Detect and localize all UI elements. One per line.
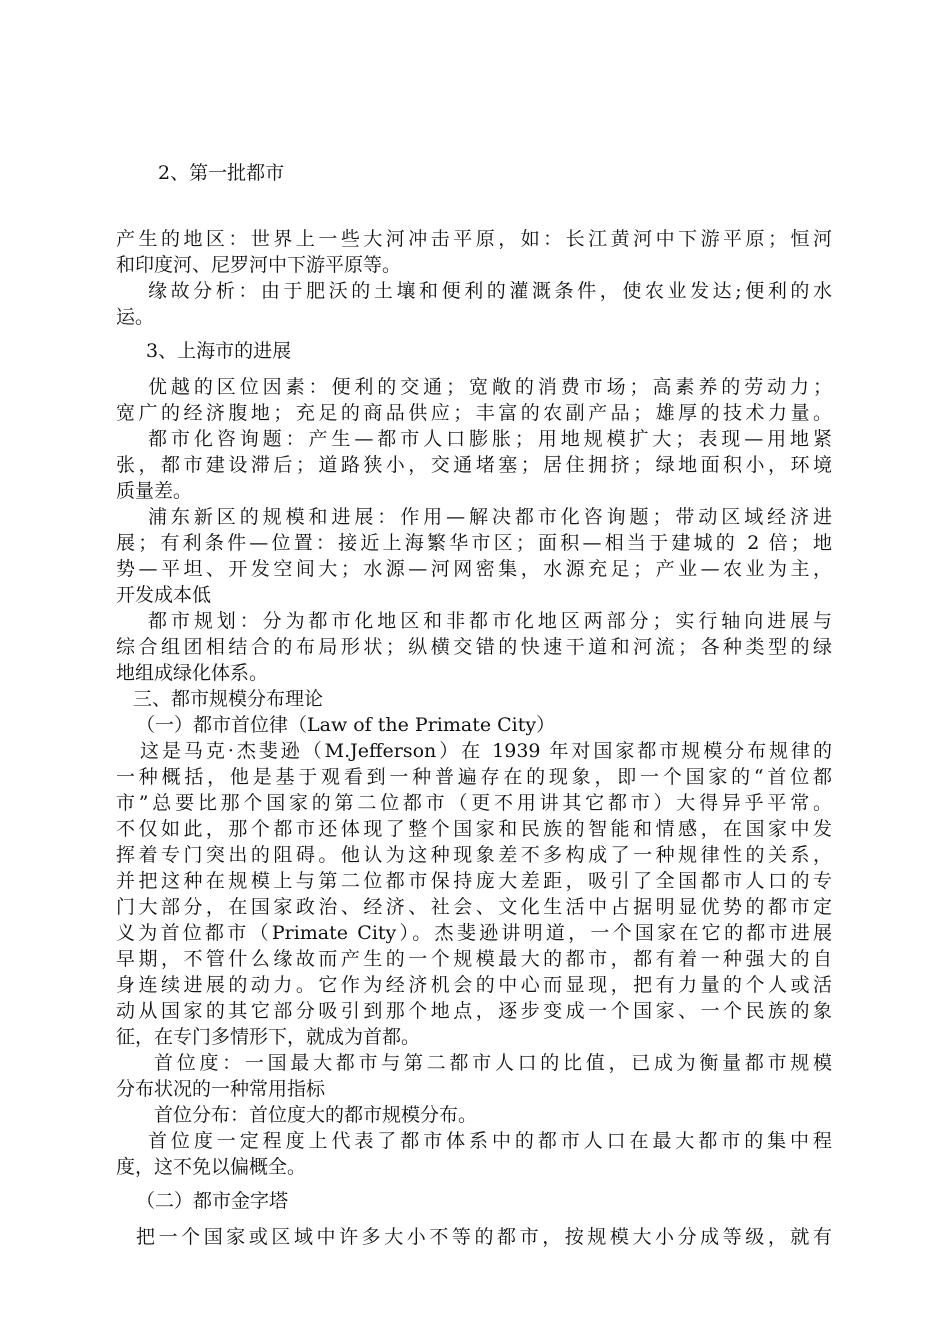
paragraph-line: 分布状况的一种常用指标 bbox=[116, 1078, 326, 1100]
paragraph-line: 这是马克·杰斐逊（M.Jefferson）在 1939 年对国家都市规模分布规律的 bbox=[140, 740, 832, 762]
paragraph-line: 不仅如此，那个都市还体现了整个国家和民族的智能和情感，在国家中发 bbox=[116, 818, 832, 840]
paragraph-line: 运。 bbox=[116, 306, 155, 328]
subsection-heading-city-pyramid: （二）都市金字塔 bbox=[136, 1190, 289, 1212]
paragraph-line: 综合组团相结合的布局形状；纵横交错的快速干道和河流；各种类型的绿 bbox=[116, 636, 832, 658]
paragraph-line: 缘故分析：由于肥沃的土壤和便利的灌溉条件，使农业发达;便利的水 bbox=[148, 280, 832, 302]
paragraph-line: 浦东新区的规模和进展：作用—解决都市化咨询题；带动区域经济进 bbox=[148, 506, 832, 528]
paragraph-line: 首位分布：首位度大的都市规模分布。 bbox=[154, 1104, 478, 1126]
heading-shanghai-development: 3、上海市的进展 bbox=[146, 340, 292, 362]
paragraph-line: 势—平坦、开发空间大；水源—河网密集，水源充足；产业—农业为主， bbox=[116, 558, 832, 580]
paragraph-line: 身连续进展的动力。它作为经济机会的中心而显现，把有力量的个人或活 bbox=[116, 974, 832, 996]
paragraph-line: 挥着专门突出的阻碍。他认为这种现象差不多构成了一种规律性的关系， bbox=[116, 844, 832, 866]
section-heading-city-size-theory: 三、都市规模分布理论 bbox=[133, 688, 324, 710]
paragraph-line: 首位度：一国最大都市与第二都市人口的比值，已成为衡量都市规模 bbox=[154, 1052, 832, 1074]
paragraph-line: 张，都市建设滞后；道路狭小，交通堵塞；居住拥挤；绿地面积小，环境 bbox=[116, 454, 832, 476]
paragraph-line: 都市规划：分为都市化地区和非都市化地区两部分；实行轴向进展与 bbox=[148, 610, 832, 632]
paragraph-line: 一种概括，他是基于观看到一种普遍存在的现象，即一个国家的“首位都 bbox=[116, 766, 832, 788]
heading-first-cities: 2、第一批都市 bbox=[158, 162, 285, 184]
paragraph-line: 都市化咨询题：产生—都市人口膨胀；用地规模扩大；表现—用地紧 bbox=[148, 428, 832, 450]
paragraph-line: 并把这种在规模上与第二位都市保持庞大差距，吸引了全国都市人口的专 bbox=[116, 870, 832, 892]
paragraph-line: 展；有利条件—位置：接近上海繁华市区；面积—相当于建城的 2 倍；地 bbox=[116, 532, 832, 554]
paragraph-line: 地组成绿化体系。 bbox=[116, 662, 269, 684]
paragraph-line: 早期，不管什么缘故而产生的一个规模最大的都市，都有着一种强大的自 bbox=[116, 948, 832, 970]
paragraph-line: 产生的地区：世界上一些大河冲击平原，如：长江黄河中下游平原；恒河 bbox=[116, 228, 832, 250]
paragraph-line: 征，在专门多情形下，就成为首都。 bbox=[116, 1026, 421, 1048]
paragraph-line: 宽广的经济腹地；充足的商品供应；丰富的农副产品；雄厚的技术力量。 bbox=[116, 402, 832, 424]
paragraph-line: 和印度河、尼罗河中下游平原等。 bbox=[116, 254, 402, 276]
paragraph-line: 义为首位都市（Primate City）。杰斐逊讲明道，一个国家在它的都市进展 bbox=[116, 922, 832, 944]
paragraph-line: 质量差。 bbox=[116, 480, 193, 502]
paragraph-line: 门大部分，在国家政治、经济、社会、文化生活中占据明显优势的都市定 bbox=[116, 896, 832, 918]
paragraph-line: 首位度一定程度上代表了都市体系中的都市人口在最大都市的集中程 bbox=[148, 1130, 832, 1152]
paragraph-line: 优越的区位因素：便利的交通；宽敞的消费市场；高素养的劳动力； bbox=[148, 376, 832, 398]
paragraph-line: 把一个国家或区域中许多大小不等的都市，按规模大小分成等级，就有 bbox=[136, 1226, 832, 1248]
paragraph-line: 开发成本低 bbox=[116, 584, 212, 606]
paragraph-line: 度，这不免以偏概全。 bbox=[116, 1156, 307, 1178]
subsection-heading-primate-city: （一）都市首位律（Law of the Primate City） bbox=[136, 714, 556, 736]
paragraph-line: 市”总要比那个国家的第二位都市（更不用讲其它都市）大得异乎平常。 bbox=[116, 792, 832, 814]
paragraph-line: 动从国家的其它部分吸引到那个地点，逐步变成一个国家、一个民族的象 bbox=[116, 1000, 832, 1022]
